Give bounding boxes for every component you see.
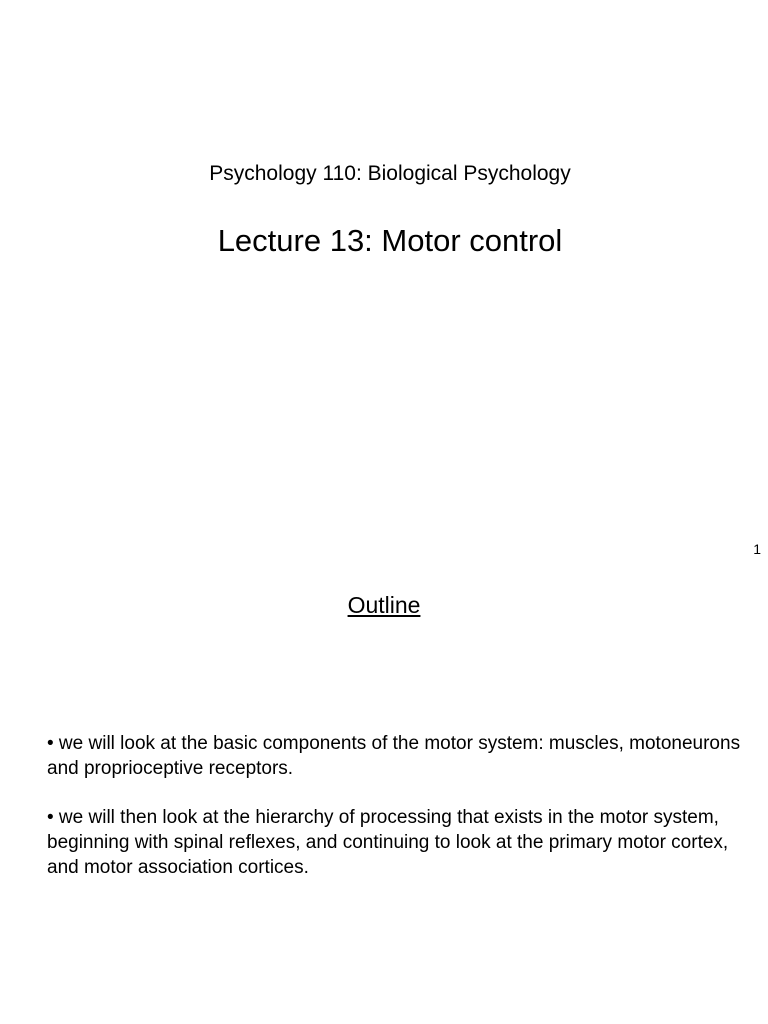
lecture-title: Lecture 13: Motor control [217,223,563,258]
outline-bullet: • we will look at the basic components of the motor system: muscles, motoneurons and proprioceptive receptors. [47,733,741,779]
outline-slide [0,560,768,1024]
course-title: Psychology 110: Biological Psychology [209,162,571,185]
page-number: 1 [753,541,761,557]
outline-bullet: • we will then look at the hierarchy of processing that exists in the motor system, beginning with spinal reflexes, and continuing to look at the primary motor cortex, and motor association cortices. [47,807,729,878]
outline-heading: Outline [347,592,421,618]
